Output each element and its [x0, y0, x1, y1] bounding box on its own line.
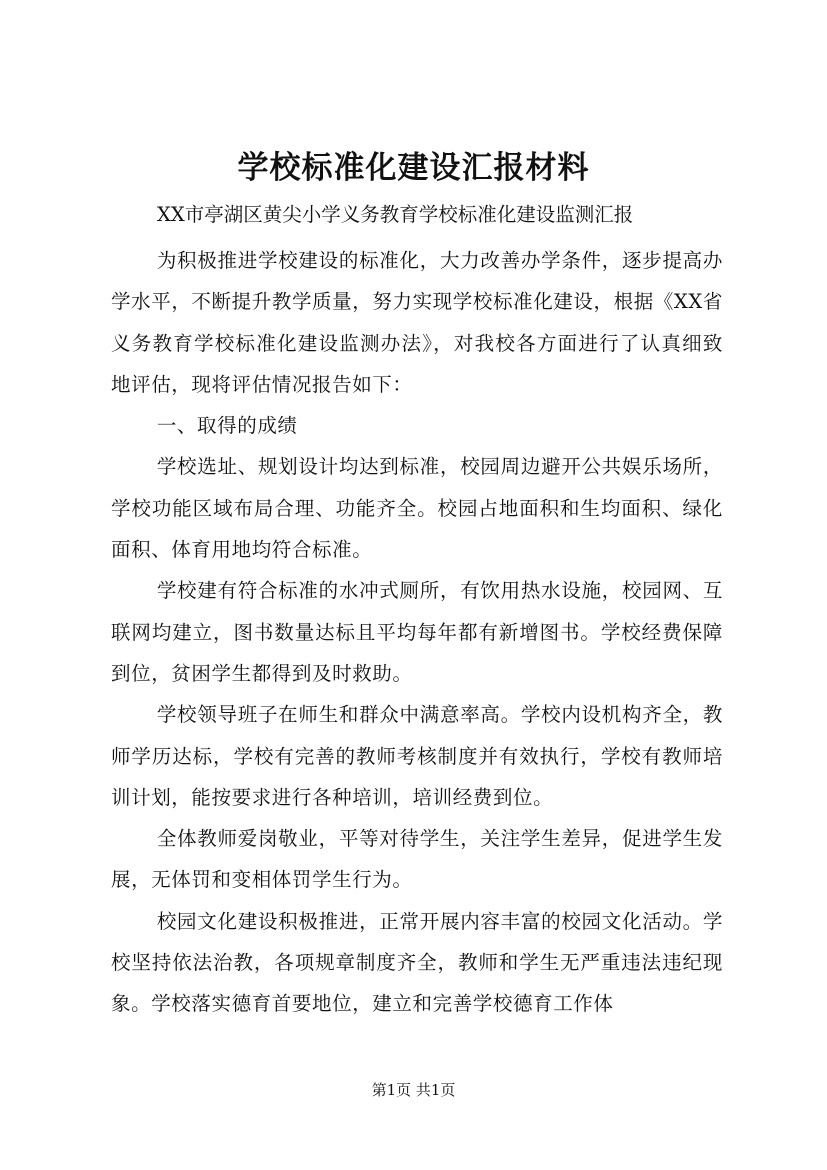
body-paragraph: 校园文化建设积极推进，正常开展内容丰富的校园文化活动。学校坚持依法治教，各项规章制度齐全，教师和学生无严重违法违纪现象。学校落实德育首要地位，建立和完善学校德育工作体 — [111, 909, 723, 1016]
body-paragraph: 学校选址、规划设计均达到标准，校园周边避开公共娱乐场所，学校功能区域布局合理、功能齐全。校园占地面积和生均面积、绿化面积、体育用地均符合标准。 — [111, 455, 723, 562]
document-body — [111, 240, 723, 1025]
section-heading: 一、取得的成绩 — [156, 414, 298, 438]
document-subtitle: XX市亭湖区黄尖小学义务教育学校标准化建设监测汇报 — [157, 203, 634, 226]
page-number-footer: 第1页 共1页 — [371, 1081, 456, 1099]
body-paragraph: 学校建有符合标准的水冲式厕所，有饮用热水设施，校园网、互联网均建立，图书数量达标且平均每年都有新增图书。学校经费保障到位，贫困学生都得到及时救助。 — [111, 579, 723, 685]
body-paragraph: 学校领导班子在师生和群众中满意率高。学校内设机构齐全，教师学历达标，学校有完善的教师考核制度并有效执行，学校有教师培训计划，能按要求进行各种培训，培训经费到位。 — [111, 703, 723, 809]
document-title: 学校标准化建设汇报材料 — [237, 150, 590, 186]
body-paragraph: 全体教师爱岗敬业，平等对待学生，关注学生差异，促进学生发展，无体罚和变相体罚学生行为。 — [111, 827, 723, 892]
intro-paragraph: 为积极推进学校建设的标准化，大力改善办学条件，逐步提高办学水平，不断提升教学质量，努力实现学校标准化建设，根据《XX省义务教育学校标准化建设监测办法》，对我校各方面进行了认真细致地评估，现将评估情况报告如下： — [111, 249, 723, 396]
